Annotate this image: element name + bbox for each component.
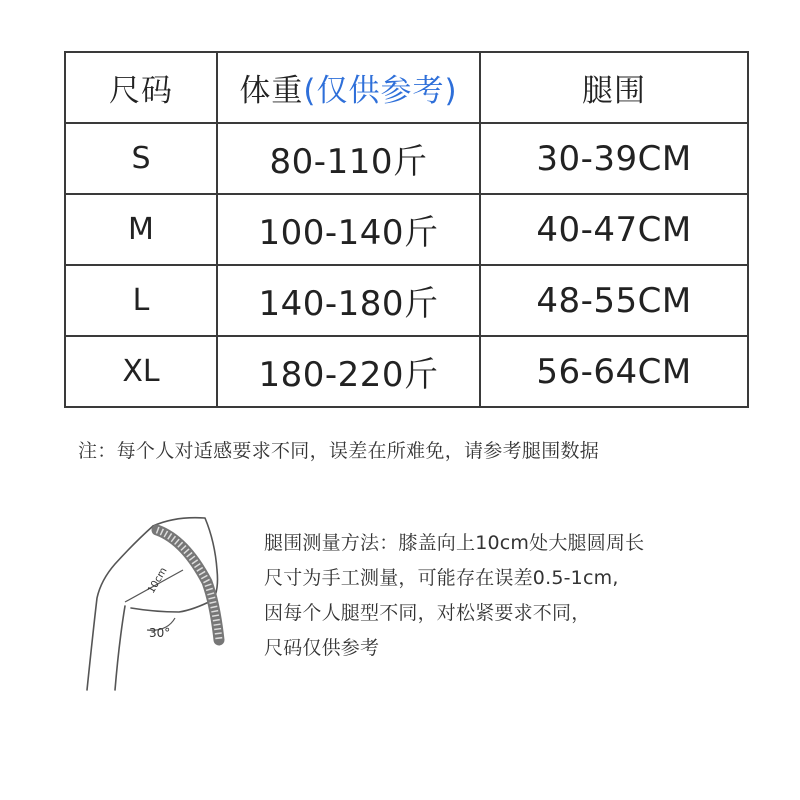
tape-label: 10cm [146,565,170,596]
cell-leg: 30-39CM [480,123,748,194]
cell-size: XL [65,336,217,407]
size-chart-table [64,51,749,408]
cell-size: M [65,194,217,265]
cell-size: L [65,265,217,336]
cell-weight: 80-110斤 [217,123,480,194]
table-row [65,336,748,407]
cell-leg: 48-55CM [480,265,748,336]
header-weight-label: 体重 [239,73,304,109]
knee-outline [87,526,153,690]
header-weight-note: (仅供参考) [303,73,458,109]
shin-outline [115,606,125,690]
header-size: 尺码 [65,52,217,123]
footnote: 注：每个人对适感要求不同，误差在所难免，请参考腿围数据 [78,440,600,462]
measuring-tape [157,530,219,640]
table-row [65,123,748,194]
table-row [65,265,748,336]
angle-label: 30° [149,626,171,640]
instruction-line: 尺码仅供参考 [264,637,380,659]
cell-size: S [65,123,217,194]
calf-outline [131,600,213,612]
cell-weight: 100-140斤 [217,194,480,265]
knee-measure-illustration [75,512,245,697]
measurement-instructions [264,526,784,666]
header-leg: 腿围 [480,52,748,123]
instruction-line: 腿围测量方法：膝盖向上10cm处大腿圆周长 [264,532,645,554]
header-weight [217,52,480,123]
table-row [65,194,748,265]
instruction-line: 因每个人腿型不同，对松紧要求不同， [264,602,591,624]
instruction-line: 尺寸为手工测量，可能存在误差0.5-1cm, [264,567,619,589]
table-header-row [65,52,748,123]
cell-leg: 56-64CM [480,336,748,407]
cell-weight: 180-220斤 [217,336,480,407]
cell-weight: 140-180斤 [217,265,480,336]
cell-leg: 40-47CM [480,194,748,265]
